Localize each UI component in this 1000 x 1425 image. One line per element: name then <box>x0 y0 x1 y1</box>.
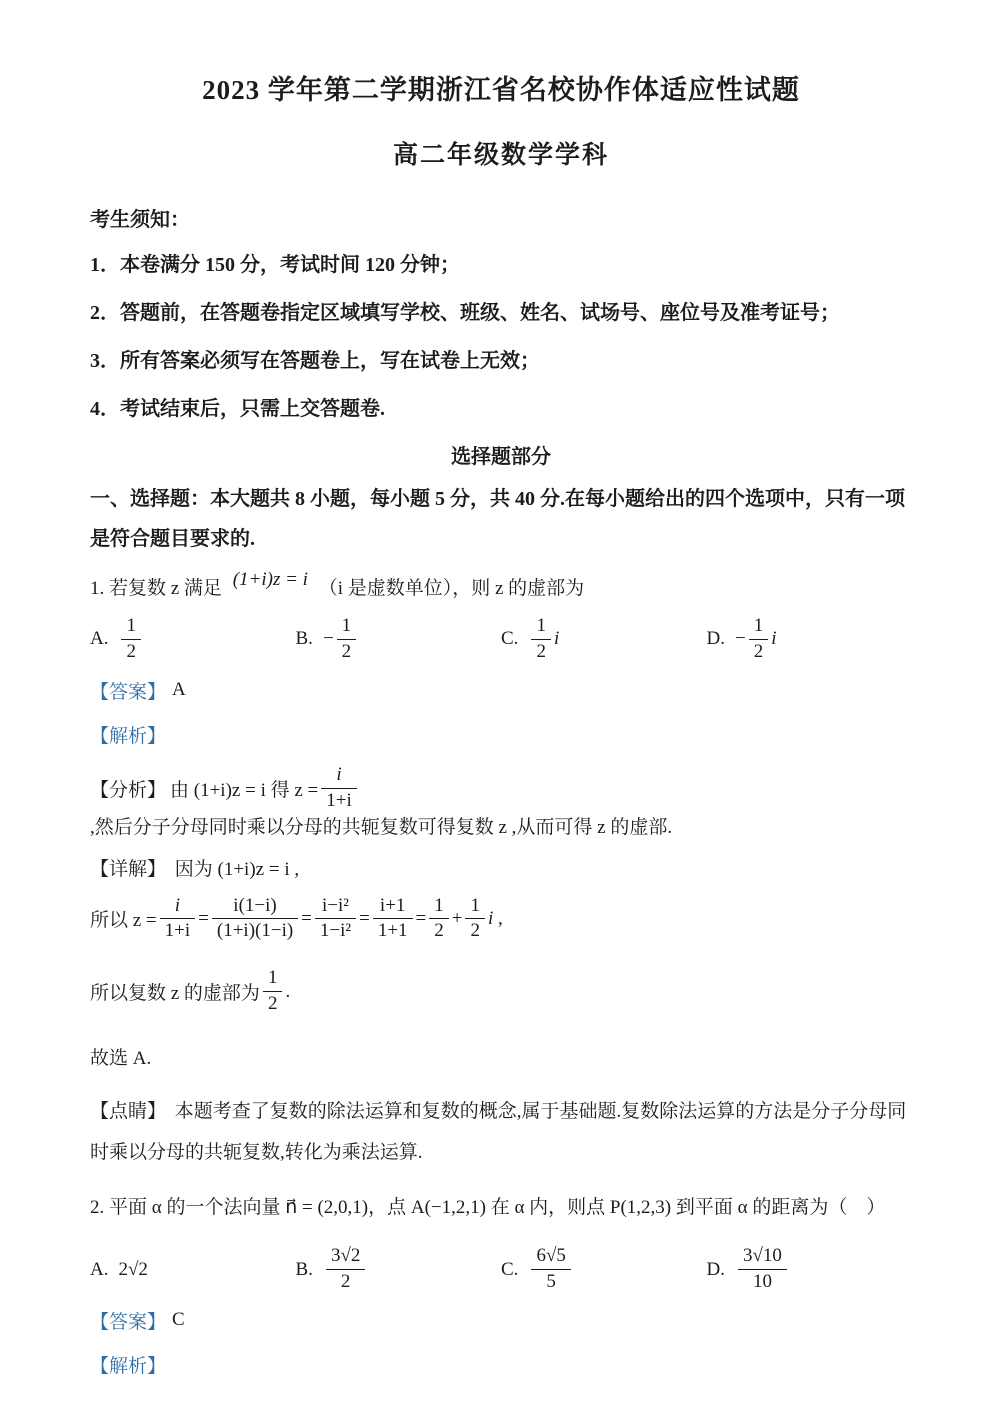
plus-sign: + <box>451 907 463 929</box>
q1-tip-text: 本题考查了复数的除法运算和复数的概念,属于基础题.复数除法运算的方法是分子分母同时乘以分母的共轭复数,转化为乘法运算. <box>90 1101 907 1163</box>
q1-detail-text: 因为 (1+i)z = i , <box>174 858 300 880</box>
q2-answer-value: C <box>172 1309 185 1331</box>
q2-answer-line <box>90 1307 912 1334</box>
q1-options <box>90 616 912 663</box>
q2-option-d-fraction: $\frac{3√10}{10}$ <box>738 1246 787 1293</box>
q1-derivation-line <box>90 896 912 943</box>
page-title: 2023 学年第二学期浙江省名校协作体适应性试题 <box>202 75 800 105</box>
q1-stem-formula: (1+i)z = i <box>232 569 308 590</box>
q2-option-b <box>296 1246 502 1293</box>
q2-option-a <box>90 1259 296 1281</box>
q1-option-a-label: A. <box>90 628 109 650</box>
q1-choice-line: 故选 A. <box>90 1048 152 1070</box>
section-part-heading: 选择题部分 <box>451 446 551 468</box>
q2-option-d <box>707 1246 913 1293</box>
notice-item-3: 3．所有答案必须写在答题卷上，写在试卷上无效； <box>90 350 540 372</box>
q1-answer-label: 【答案】 <box>90 681 167 703</box>
q1-option-a <box>90 616 296 663</box>
derivation-text: 所以 z = <box>90 910 157 932</box>
equals-sign: = <box>198 907 209 929</box>
q2-option-c-fraction: $\frac{6√5}{5}$ <box>531 1246 570 1293</box>
q1-option-a-fraction: $\frac{1}{2}$ <box>121 616 141 663</box>
derivation-fraction-4: $\frac{i+1}{1+1}$ <box>373 896 413 943</box>
q2-options <box>90 1246 912 1293</box>
q1-option-b <box>296 616 502 663</box>
q2-option-c-label: C. <box>501 1258 519 1280</box>
notice-item-4: 4．考试结束后，只需上交答题卷. <box>90 398 385 420</box>
q1-option-d-fraction: $\frac{1}{2}$ <box>749 616 769 663</box>
q1-option-d-suffix: i <box>771 628 777 650</box>
q1-conclusion-line <box>90 968 912 1015</box>
q2-option-c <box>501 1246 707 1293</box>
notice-item-1: 1．本卷满分 150 分，考试时间 120 分钟； <box>90 254 460 276</box>
q2-jiexi-line <box>90 1351 912 1378</box>
derivation-tail: i , <box>487 907 503 929</box>
q1-option-d-sign: − <box>734 628 746 650</box>
q1-option-b-fraction: $\frac{1}{2}$ <box>337 616 357 663</box>
q2-stem: 2. 平面 α 的一个法向量 n⃗ = (2,0,1)，点 A(−1,2,1) 在 α 内，则点 P(1,2,3) 到平面 α 的距离为（ ） <box>90 1196 886 1218</box>
q1-stem <box>90 569 912 600</box>
derivation-fraction-6: $\frac{1}{2}$ <box>465 896 485 943</box>
q2-answer-label: 【答案】 <box>90 1311 167 1333</box>
q1-analysis-prefix: 由 (1+i)z = i 得 z = <box>170 779 319 801</box>
q1-analysis-fraction: $\frac{i}{1+i}$ <box>321 765 357 812</box>
q1-stem-prefix: 1. 若复数 z 满足 <box>90 578 222 599</box>
q1-detail-line <box>90 854 912 881</box>
q1-answer-value: A <box>172 679 186 701</box>
q1-stem-suffix: （i 是虚数单位），则 z 的虚部为 <box>318 578 585 599</box>
q1-option-c <box>501 616 707 663</box>
notice-item-2: 2．答题前，在答题卷指定区域填写学校、班级、姓名、试场号、座位号及准考证号； <box>90 302 840 324</box>
notice-heading: 考生须知： <box>90 209 190 231</box>
equals-sign: = <box>301 907 312 929</box>
q1-option-d-label: D. <box>706 628 725 650</box>
q1-tip-line <box>90 1092 912 1174</box>
q1-option-d <box>707 616 913 663</box>
q1-jiexi-line <box>90 721 912 748</box>
equals-sign: = <box>359 907 370 929</box>
q1-analysis-suffix: ,然后分子分母同时乘以分母的共轭复数可得复数 z ,从而可得 z 的虚部. <box>90 816 673 838</box>
q2-option-b-label: B. <box>295 1258 313 1280</box>
q1-tip-label: 【点睛】 <box>90 1101 167 1123</box>
q1-analysis-label: 【分析】 <box>90 779 167 801</box>
q2-option-a-value: 2√2 <box>118 1258 148 1280</box>
q2-option-b-fraction: $\frac{3√2}{2}$ <box>326 1246 365 1293</box>
q1-conclusion-prefix: 所以复数 z 的虚部为 <box>90 983 260 1005</box>
q1-conclusion-fraction: $\frac{1}{2}$ <box>263 968 283 1015</box>
q1-jiexi-label: 【解析】 <box>90 725 167 747</box>
q1-detail-label: 【详解】 <box>90 858 167 880</box>
q1-option-b-sign: − <box>322 628 334 650</box>
derivation-fraction-5: $\frac{1}{2}$ <box>429 896 449 943</box>
q1-conclusion-suffix: . <box>285 980 291 1002</box>
q1-option-b-label: B. <box>295 628 313 650</box>
q2-option-d-label: D. <box>706 1258 725 1280</box>
q1-analysis-line <box>90 765 912 839</box>
q1-option-c-fraction: $\frac{1}{2}$ <box>531 616 551 663</box>
section-instruction: 一、选择题：本大题共 8 小题，每小题 5 分，共 40 分.在每小题给出的四个选项中，只有一项是符合题目要求的. <box>90 488 905 550</box>
q2-option-a-label: A. <box>90 1258 109 1280</box>
derivation-fraction-2: $\frac{i(1-i)}{(1+i)(1-i)}$ <box>212 896 298 943</box>
q1-option-c-suffix: i <box>553 628 560 650</box>
equals-sign: = <box>415 907 427 929</box>
q1-option-c-label: C. <box>501 628 519 650</box>
page-subtitle: 高二年级数学学科 <box>392 142 609 169</box>
derivation-fraction-1: $\frac{i}{1+i}$ <box>160 896 196 943</box>
derivation-fraction-3: $\frac{\text{i−i²}}{\text{1−i²}}$ <box>315 896 356 943</box>
q2-jiexi-label: 【解析】 <box>90 1355 167 1377</box>
q1-answer-line <box>90 677 912 704</box>
